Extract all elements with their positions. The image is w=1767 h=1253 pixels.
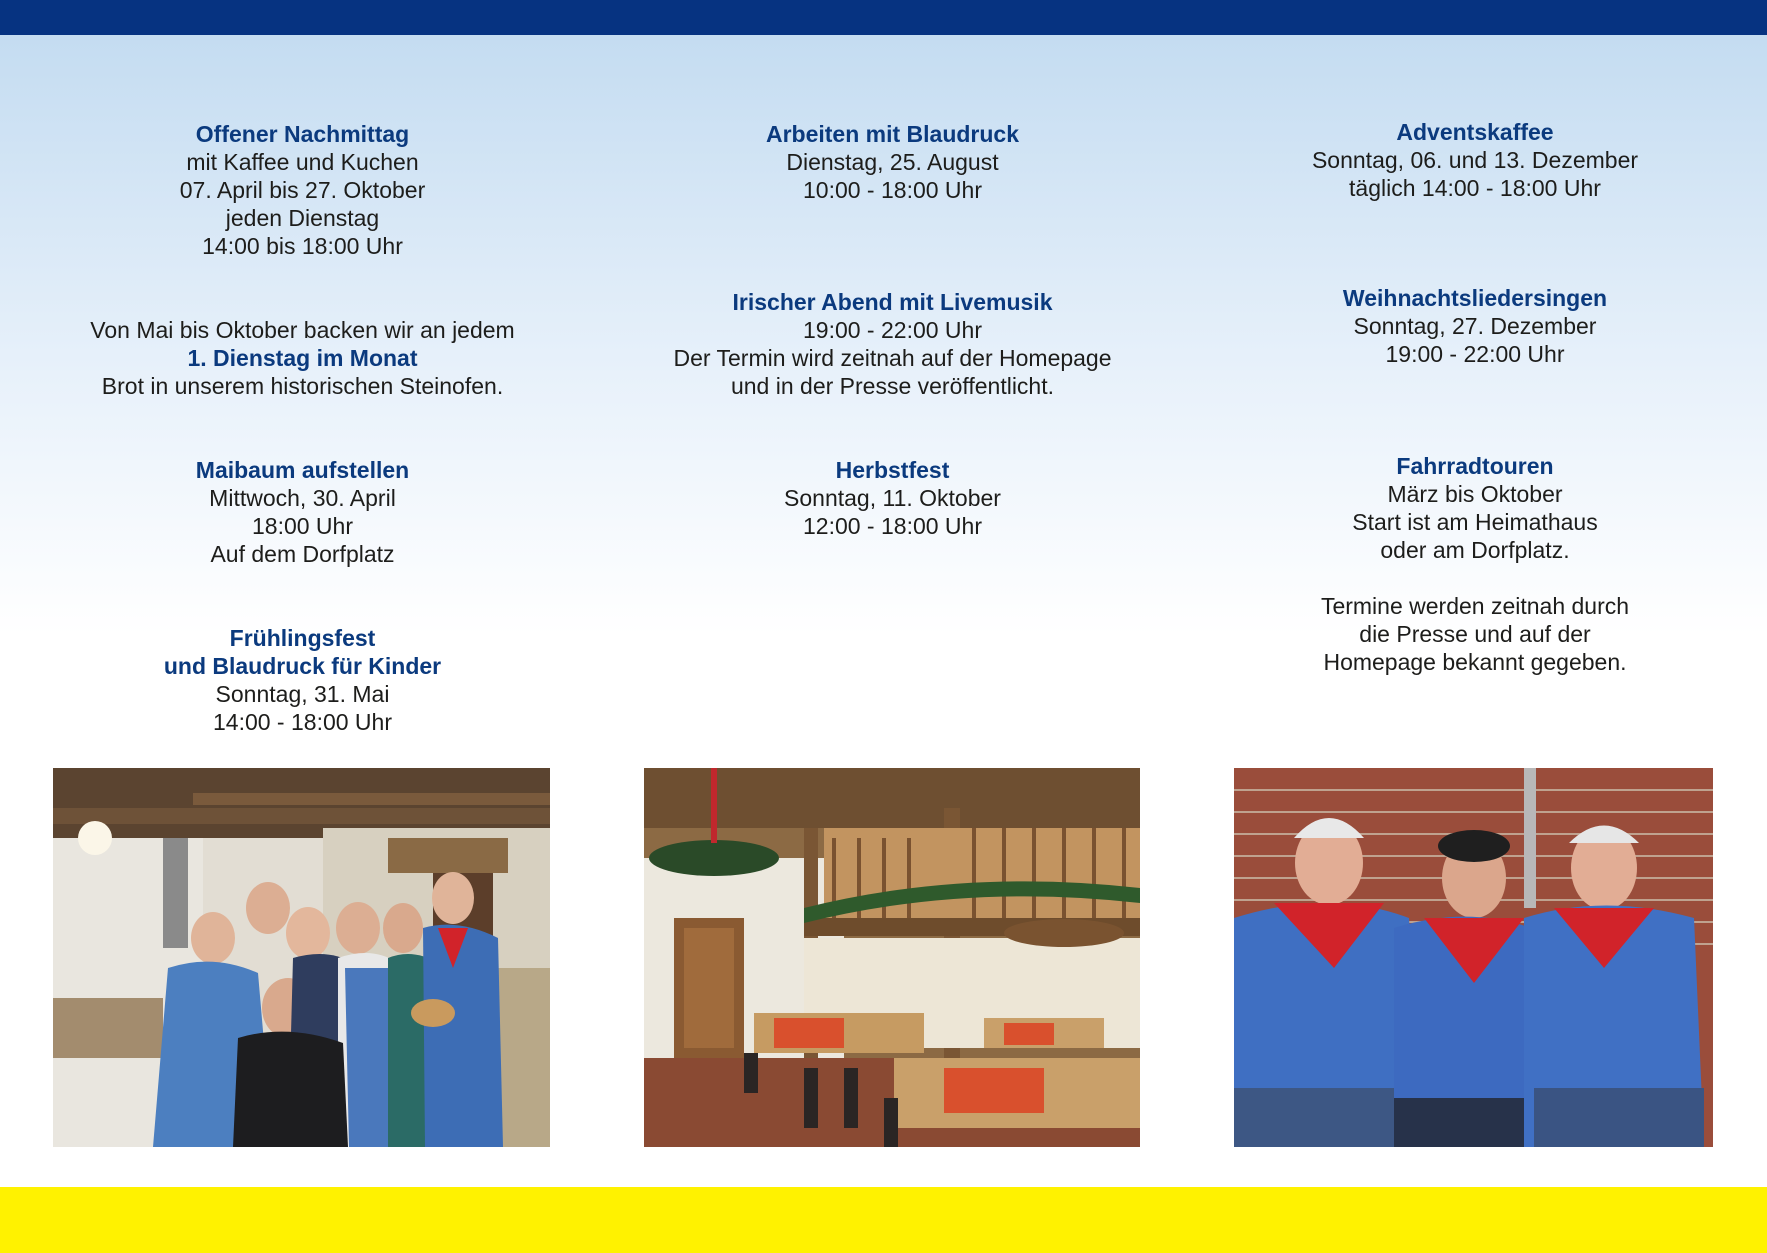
events-column-3 [1215,118,1735,676]
event-title: Offener Nachmittag [195,121,410,147]
event-adventskaffee [1215,118,1735,202]
event-line [1215,564,1735,592]
event-offener-nachmittag [50,120,555,260]
bottom-color-bar [0,1187,1767,1253]
event-weihnachtsliedersingen [1215,284,1735,368]
event-title: Frühlingsfest [229,625,376,651]
event-irischer-abend [640,288,1145,400]
event-line: 10:00 - 18:00 Uhr [802,177,982,203]
event-line: Sonntag, 27. Dezember [1353,313,1597,339]
event-line: 19:00 - 22:00 Uhr [802,317,982,343]
event-note: Termine werden zeitnah durch [1320,593,1630,619]
event-line: Auf dem Dorfplatz [210,541,395,567]
event-title: Herbstfest [835,457,950,483]
event-line: 12:00 - 18:00 Uhr [802,513,982,539]
event-title-2: und Blaudruck für Kinder [163,653,442,679]
event-line: März bis Oktober [1387,481,1563,507]
event-line: 14:00 bis 18:00 Uhr [202,233,403,259]
event-line: 18:00 Uhr [251,513,353,539]
event-title: Adventskaffee [1396,119,1554,145]
event-title: Arbeiten mit Blaudruck [765,121,1020,147]
event-herbstfest [640,456,1145,540]
event-blaudruck [640,120,1145,204]
events-column-2 [640,120,1145,540]
event-line: Von Mai bis Oktober backen wir an jedem [90,317,515,343]
photo-three-men [1234,768,1713,1147]
event-line: mit Kaffee und Kuchen [186,149,419,175]
event-line: Sonntag, 31. Mai [215,681,390,707]
event-line: und in der Presse veröffentlicht. [730,373,1055,399]
event-line: Dienstag, 25. August [786,149,999,175]
event-title: Irischer Abend mit Livemusik [732,289,1053,315]
event-line: täglich 14:00 - 18:00 Uhr [1349,175,1601,201]
event-line: 19:00 - 22:00 Uhr [1385,341,1565,367]
event-maibaum [50,456,555,568]
event-title: Weihnachtsliedersingen [1342,285,1608,311]
event-line: oder am Dorfplatz. [1380,537,1570,563]
event-line: 07. April bis 27. Oktober [179,177,426,203]
event-highlight: 1. Dienstag im Monat [187,345,418,371]
event-note: Homepage bekannt gegeben. [1323,649,1627,675]
event-title: Fahrradtouren [1396,453,1554,479]
event-line: Brot in unserem historischen Steinofen. [101,373,504,399]
event-fruehlingsfest [50,624,555,736]
event-line: Start ist am Heimathaus [1352,509,1598,535]
event-line: jeden Dienstag [225,205,380,231]
top-color-bar [0,0,1767,35]
events-column-1 [50,120,555,736]
event-line: Sonntag, 11. Oktober [784,485,1001,511]
event-line: 14:00 - 18:00 Uhr [212,709,392,735]
event-fahrradtouren [1215,452,1735,676]
event-line: Sonntag, 06. und 13. Dezember [1311,147,1639,173]
event-note: die Presse und auf der [1359,621,1591,647]
event-line: Mittwoch, 30. April [209,485,396,511]
event-title: Maibaum aufstellen [195,457,410,483]
event-brot-backen [50,316,555,400]
event-line: Der Termin wird zeitnah auf der Homepage [673,345,1112,371]
photo-interior-hall [644,768,1140,1147]
photo-group-kitchen [53,768,550,1147]
